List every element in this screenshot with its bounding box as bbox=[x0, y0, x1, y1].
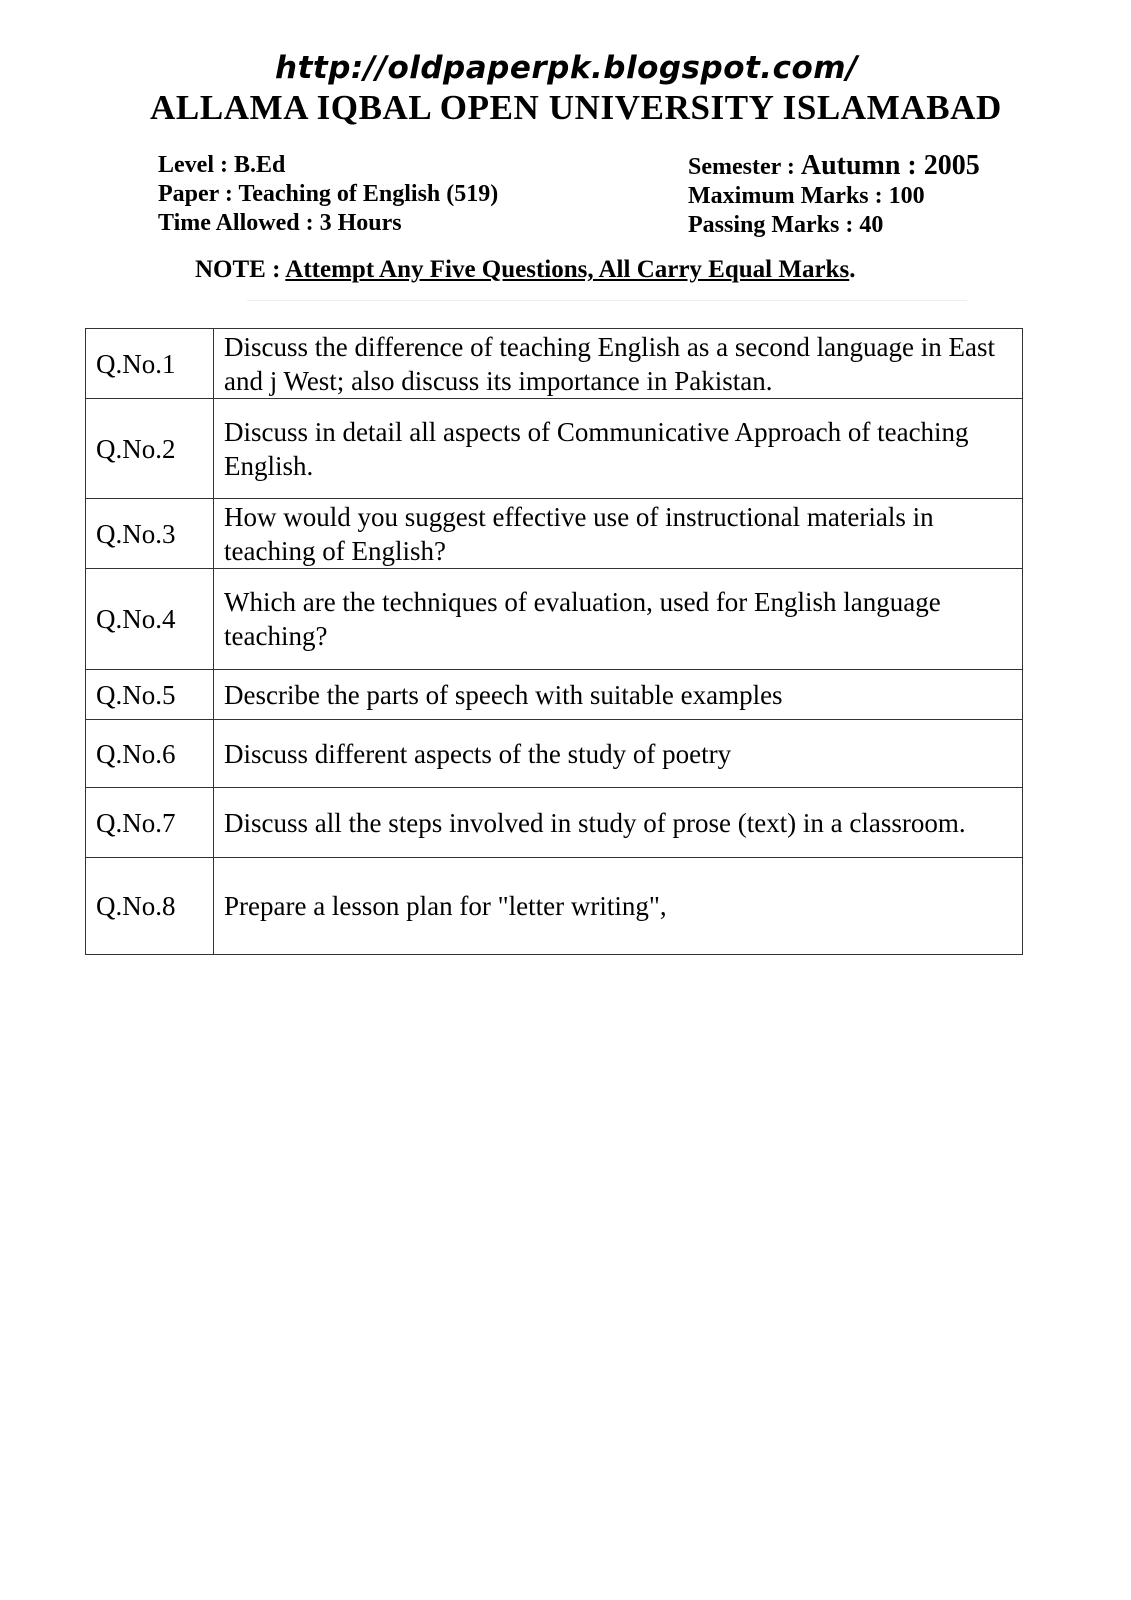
table-row bbox=[86, 329, 1023, 399]
question-text: Describe the parts of speech with suitable examples bbox=[214, 670, 1023, 720]
level-label: Level : bbox=[158, 152, 234, 178]
table-row bbox=[86, 720, 1023, 788]
question-text: Discuss different aspects of the study of poetry bbox=[214, 720, 1023, 788]
table-row bbox=[86, 399, 1023, 499]
question-text: Discuss all the steps involved in study of prose (text) in a classroom. bbox=[214, 788, 1023, 858]
question-text: Prepare a lesson plan for "letter writing", bbox=[214, 858, 1023, 955]
paper-label: Paper : bbox=[158, 181, 239, 207]
exam-info-right bbox=[688, 151, 980, 240]
paper-value: Teaching of English (519) bbox=[238, 181, 499, 207]
level-line bbox=[158, 151, 498, 180]
paper-line bbox=[158, 180, 498, 209]
passing-marks-value: 40 bbox=[859, 212, 884, 238]
question-text: Discuss the difference of teaching English as a second language in East and j West; also discuss its importance in Pakistan. bbox=[214, 329, 1023, 399]
passing-marks-line bbox=[688, 211, 980, 240]
note-end: . bbox=[849, 256, 856, 283]
max-marks-line bbox=[688, 182, 980, 211]
time-label: Time Allowed : bbox=[158, 210, 320, 236]
table-row bbox=[86, 788, 1023, 858]
question-number: Q.No.2 bbox=[86, 399, 214, 499]
question-number: Q.No.8 bbox=[86, 858, 214, 955]
note-text: Attempt Any Five Questions, All Carry Equal Marks bbox=[285, 256, 850, 283]
semester-line bbox=[688, 151, 980, 182]
question-number: Q.No.5 bbox=[86, 670, 214, 720]
source-url[interactable]: http://oldpaperpk.blogspot.com/ bbox=[275, 50, 858, 86]
semester-label: Semester : bbox=[688, 154, 801, 180]
table-row bbox=[86, 858, 1023, 955]
divider bbox=[247, 300, 967, 301]
max-marks-label: Maximum Marks : bbox=[688, 183, 889, 209]
exam-info-left bbox=[158, 151, 498, 238]
question-text: Discuss in detail all aspects of Communicative Approach of teaching English. bbox=[214, 399, 1023, 499]
questions-table bbox=[85, 328, 1023, 955]
semester-value: Autumn : 2005 bbox=[800, 150, 980, 181]
question-text: Which are the techniques of evaluation, used for English language teaching? bbox=[214, 569, 1023, 670]
max-marks-value: 100 bbox=[888, 183, 925, 209]
table-row bbox=[86, 499, 1023, 569]
question-number: Q.No.4 bbox=[86, 569, 214, 670]
table-row bbox=[86, 670, 1023, 720]
question-text: How would you suggest effective use of instructional materials in teaching of English? bbox=[214, 499, 1023, 569]
note-label: NOTE : bbox=[195, 256, 286, 283]
question-number: Q.No.3 bbox=[86, 499, 214, 569]
passing-marks-label: Passing Marks : bbox=[688, 212, 860, 238]
question-number: Q.No.6 bbox=[86, 720, 214, 788]
university-title: ALLAMA IQBAL OPEN UNIVERSITY ISLAMABAD bbox=[150, 88, 1002, 127]
note bbox=[195, 256, 855, 284]
question-number: Q.No.7 bbox=[86, 788, 214, 858]
time-line bbox=[158, 209, 498, 238]
level-value: B.Ed bbox=[233, 152, 286, 178]
table-row bbox=[86, 569, 1023, 670]
time-value: 3 Hours bbox=[319, 210, 402, 236]
question-number: Q.No.1 bbox=[86, 329, 214, 399]
